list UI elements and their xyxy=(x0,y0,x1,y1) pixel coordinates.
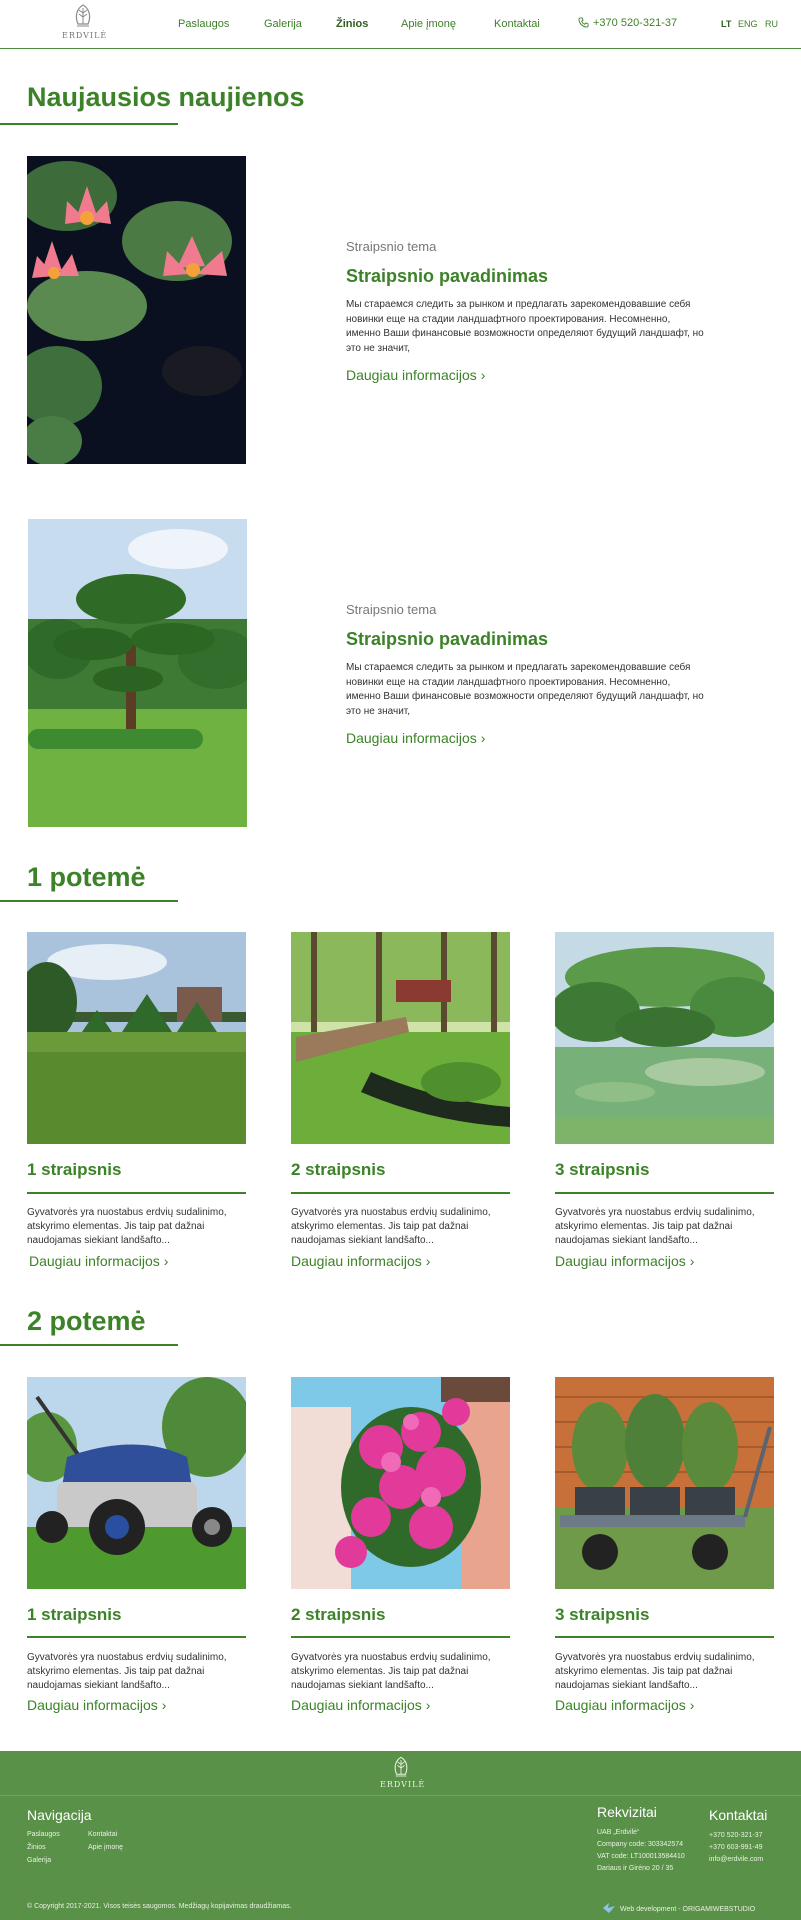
article-topic: Straipsnio tema xyxy=(346,602,437,617)
origami-bird-icon xyxy=(603,1903,615,1913)
card-image-bridge[interactable] xyxy=(291,932,510,1144)
logo-text: ERDVILĖ xyxy=(62,31,108,40)
article-image-lily[interactable] xyxy=(27,156,246,464)
card-title[interactable]: 2 straipsnis xyxy=(291,1160,386,1179)
title-underline xyxy=(0,123,178,125)
lang-ru[interactable]: RU xyxy=(765,19,778,29)
logo[interactable] xyxy=(62,4,108,46)
card-image-mower[interactable] xyxy=(27,1377,246,1589)
footer-link-paslaugos[interactable]: Paslaugos xyxy=(27,1831,60,1838)
more-info-link[interactable] xyxy=(555,1253,694,1269)
card-divider xyxy=(555,1636,774,1638)
card-title[interactable]: 3 straipsnis xyxy=(555,1160,650,1179)
card-divider xyxy=(291,1636,510,1638)
card-divider xyxy=(291,1192,510,1194)
title-underline xyxy=(0,1344,178,1346)
card-title[interactable]: 3 straipsnis xyxy=(555,1605,650,1624)
more-info-link[interactable] xyxy=(346,730,485,746)
logo-emblem-icon xyxy=(74,4,92,30)
site-header xyxy=(0,0,801,49)
chevron-right-icon: › xyxy=(425,1697,431,1713)
card-excerpt: Gyvatvorės yra nuostabus erdvių sudalinimo, atskyrimo elementas. Jis taip pat dažnai naudojamas siekiant landšafto... xyxy=(291,1207,491,1246)
chevron-right-icon: › xyxy=(480,730,486,746)
nav-item-kontaktai[interactable]: Kontaktai xyxy=(494,18,540,30)
more-info-link[interactable] xyxy=(291,1697,430,1713)
webdev-label: Web development - ORIGAMIWEBSTUDIO xyxy=(620,1906,756,1913)
footer-link-apie[interactable]: Apie įmonę xyxy=(88,1844,124,1851)
latest-news-title: Naujausios naujienos xyxy=(27,82,305,112)
nav-item-apie[interactable]: Apie įmonę xyxy=(401,18,457,30)
card-divider xyxy=(555,1192,774,1194)
phone-number: +370 520-321-37 xyxy=(593,17,678,29)
card-image-cart[interactable] xyxy=(555,1377,774,1589)
footer-contacts-title: Kontaktai xyxy=(709,1807,768,1823)
footer-link-galerija[interactable]: Galerija xyxy=(27,1857,52,1864)
card-image-bougainvillea[interactable] xyxy=(291,1377,510,1589)
chevron-right-icon: › xyxy=(163,1253,169,1269)
logo-emblem-icon xyxy=(393,1756,409,1780)
chevron-right-icon: › xyxy=(161,1697,167,1713)
card-excerpt: Gyvatvorės yra nuostabus erdvių sudalinimo, atskyrimo elementas. Jis taip pat dažnai naudojamas siekiant landšafto... xyxy=(27,1652,227,1691)
card-excerpt: Gyvatvorės yra nuostabus erdvių sudalinimo, atskyrimo elementas. Jis taip pat dažnai naudojamas siekiant landšafto... xyxy=(555,1652,755,1691)
topic-2-title: 2 potemė xyxy=(27,1306,146,1336)
card-image-park[interactable] xyxy=(27,932,246,1144)
card-excerpt: Gyvatvorės yra nuostabus erdvių sudalinimo, atskyrimo elementas. Jis taip pat dažnai naudojamas siekiant landšafto... xyxy=(291,1652,491,1691)
card-excerpt: Gyvatvorės yra nuostabus erdvių sudalinimo, atskyrimo elementas. Jis taip pat dažnai naudojamas siekiant landšafto... xyxy=(27,1207,227,1246)
more-info-label: Daugiau informacijos xyxy=(346,367,477,383)
topic-1-title: 1 potemė xyxy=(27,862,146,892)
footer-link-kontaktai[interactable]: Kontaktai xyxy=(88,1831,118,1838)
more-info-label: Daugiau informacijos xyxy=(555,1697,686,1713)
card-divider xyxy=(27,1192,246,1194)
contact-email[interactable]: info@erdvile.com xyxy=(709,1856,764,1863)
requisite-company: UAB „Erdvilė“ xyxy=(597,1829,640,1836)
more-info-link[interactable] xyxy=(29,1253,168,1269)
article-title[interactable]: Straipsnio pavadinimas xyxy=(346,629,549,649)
site-footer xyxy=(0,1751,801,1920)
lang-eng[interactable]: ENG xyxy=(738,19,758,29)
requisite-company-code: Company code: 303342574 xyxy=(597,1841,684,1848)
footer-divider xyxy=(0,1795,801,1796)
chevron-right-icon: › xyxy=(480,367,486,383)
card-image-pond[interactable] xyxy=(555,932,774,1144)
card-title[interactable]: 1 straipsnis xyxy=(27,1160,122,1179)
card-excerpt: Gyvatvorės yra nuostabus erdvių sudalinimo, atskyrimo elementas. Jis taip pat dažnai naudojamas siekiant landšafto... xyxy=(555,1207,755,1246)
nav-item-zinios[interactable]: Žinios xyxy=(336,18,369,30)
chevron-right-icon: › xyxy=(689,1253,695,1269)
phone-icon xyxy=(578,17,589,28)
more-info-link[interactable] xyxy=(555,1697,694,1713)
footer-link-zinios[interactable]: Žinios xyxy=(27,1844,46,1851)
requisite-address: Dariaus ir Girėno 20 / 35 xyxy=(597,1865,674,1872)
more-info-label: Daugiau informacijos xyxy=(29,1253,160,1269)
more-info-label: Daugiau informacijos xyxy=(346,730,477,746)
more-info-link[interactable] xyxy=(346,367,485,383)
card-title[interactable]: 2 straipsnis xyxy=(291,1605,386,1624)
requisite-vat-code: VAT code: LT100013584410 xyxy=(597,1853,685,1860)
more-info-label: Daugiau informacijos xyxy=(27,1697,158,1713)
more-info-link[interactable] xyxy=(27,1697,166,1713)
more-info-link[interactable] xyxy=(291,1253,430,1269)
more-info-label: Daugiau informacijos xyxy=(555,1253,686,1269)
phone-link[interactable] xyxy=(578,17,677,29)
footer-nav-title: Navigacija xyxy=(27,1807,92,1823)
nav-item-galerija[interactable]: Galerija xyxy=(264,18,302,30)
card-divider xyxy=(27,1636,246,1638)
lang-lt[interactable]: LT xyxy=(721,19,732,29)
footer-logo-text: ERDVILĖ xyxy=(380,1780,426,1789)
contact-phone-1[interactable]: +370 520-321-37 xyxy=(709,1832,763,1839)
footer-logo[interactable] xyxy=(380,1756,426,1789)
card-title[interactable]: 1 straipsnis xyxy=(27,1605,122,1624)
copyright-text: © Copyright 2017-2021. Visos teisės saugomos. Medžiagų kopijavimas draudžiamas. xyxy=(27,1903,292,1910)
article-topic: Straipsnio tema xyxy=(346,239,437,254)
contact-phone-2[interactable]: +370 603-991-49 xyxy=(709,1844,763,1851)
footer-requisites-title: Rekvizitai xyxy=(597,1804,657,1820)
article-title[interactable]: Straipsnio pavadinimas xyxy=(346,266,549,286)
chevron-right-icon: › xyxy=(689,1697,695,1713)
article-image-tree[interactable] xyxy=(28,519,247,827)
webdev-link[interactable] xyxy=(603,1903,755,1913)
chevron-right-icon: › xyxy=(425,1253,431,1269)
more-info-label: Daugiau informacijos xyxy=(291,1253,422,1269)
more-info-label: Daugiau informacijos xyxy=(291,1697,422,1713)
article-excerpt: Мы стараемся следить за рынком и предлагать зарекомендовавшие себя новинки еще на стадии ландшафтного проектирования. Несомненно, именно Ваши финансовые возможности определяют будущий ландшафт, но это не значит, xyxy=(346,299,704,354)
title-underline xyxy=(0,900,178,902)
nav-item-paslaugos[interactable]: Paslaugos xyxy=(178,18,230,30)
article-excerpt: Мы стараемся следить за рынком и предлагать зарекомендовавшие себя новинки еще на стадии ландшафтного проектирования. Несомненно, именно Ваши финансовые возможности определяют будущий ландшафт, но это не значит, xyxy=(346,662,704,717)
